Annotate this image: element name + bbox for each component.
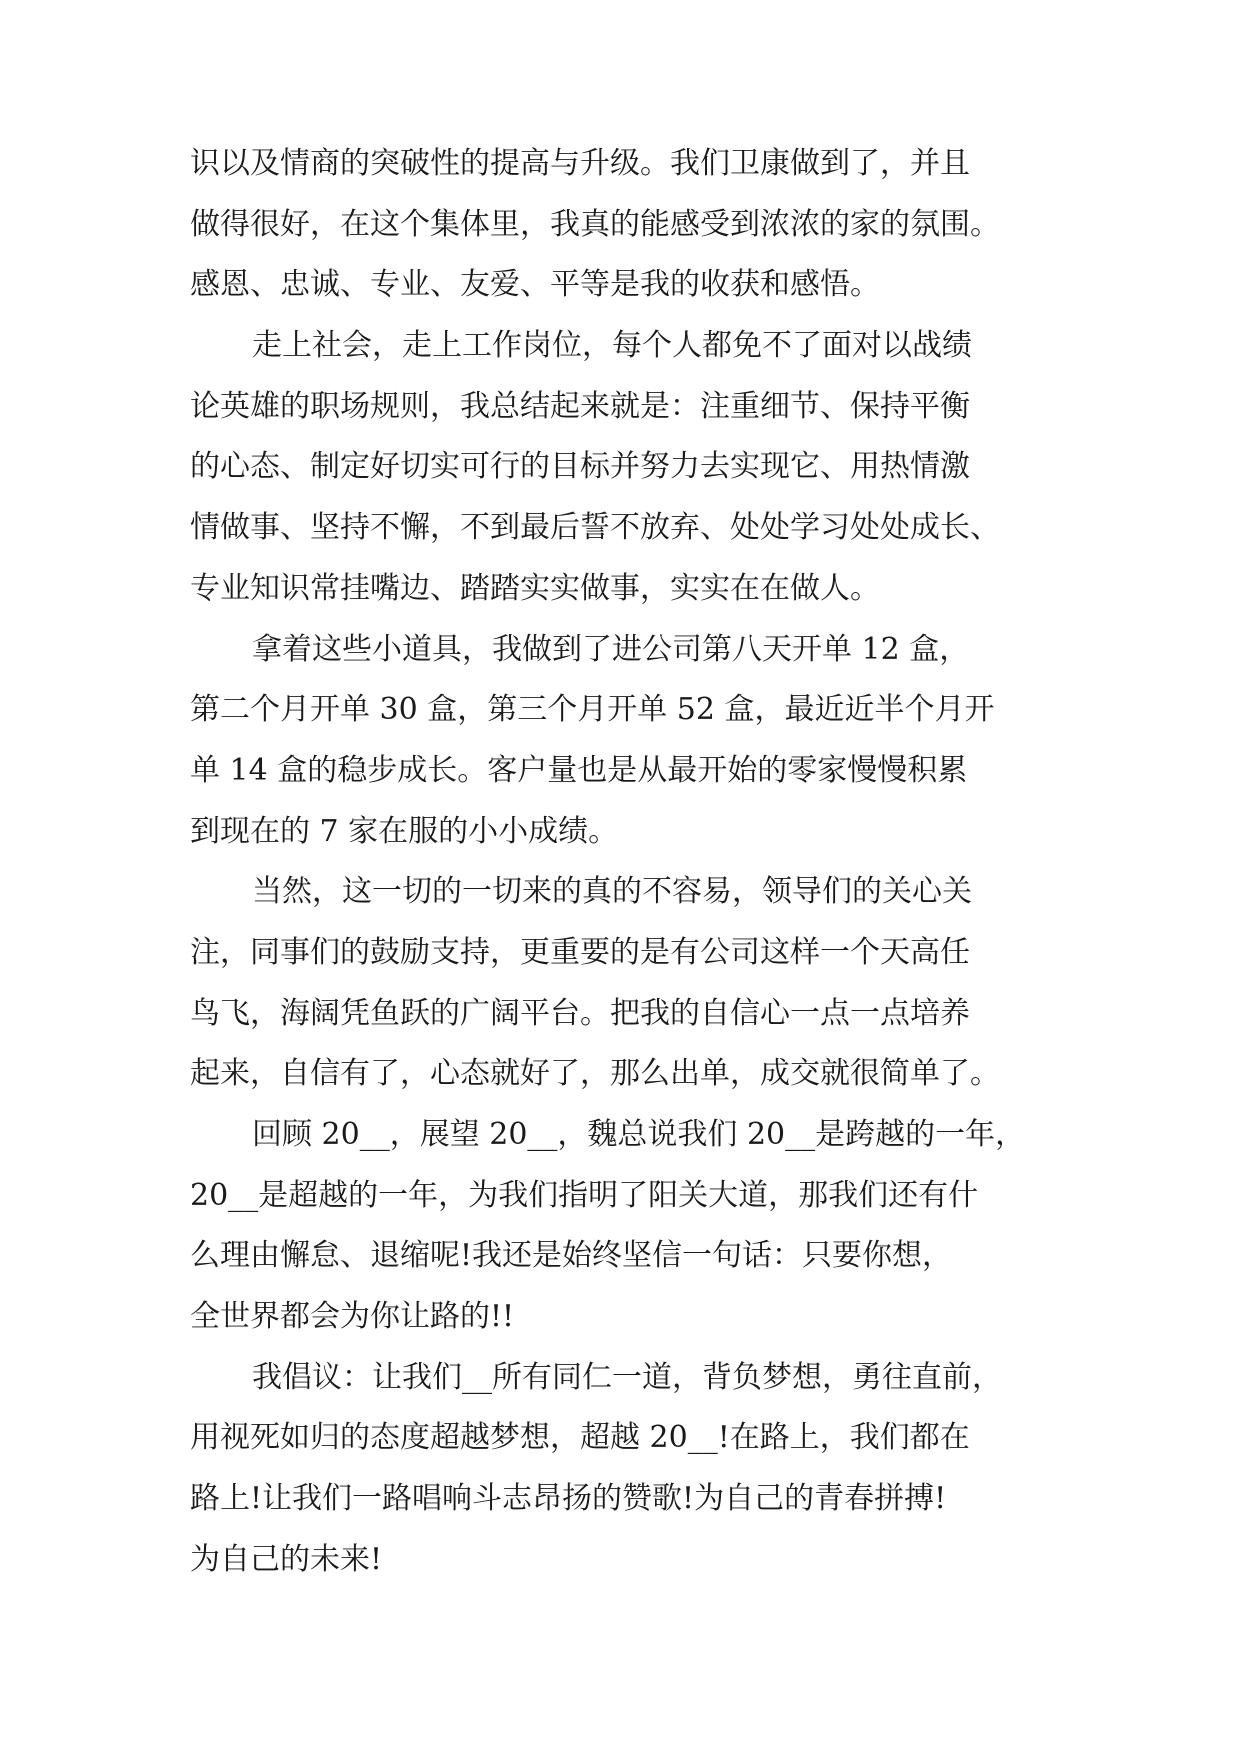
text-line: 识以及情商的突破性的提高与升级。我们卫康做到了，并且 (190, 146, 970, 181)
text-line: 到现在的 7 家在服的小小成绩。 (190, 813, 619, 849)
paragraph-first-line: 我倡议：让我们__所有同仁一道，背负梦想，勇往直前， (252, 1359, 1002, 1395)
text-line: 用视死如归的态度超越梦想，超越 20__!在路上，我们都在 (190, 1420, 970, 1456)
text-line: 感恩、忠诚、专业、友爱、平等是我的收获和感悟。 (190, 267, 880, 303)
document-body (190, 134, 1080, 1591)
text-line: 的心态、制定好切实可行的目标并努力去实现它、用热情激 (190, 449, 970, 485)
text-line: 单 14 盒的稳步成长。客户量也是从最开始的零家慢慢积累 (190, 752, 968, 788)
text-line: 做得很好，在这个集体里，我真的能感受到浓浓的家的氛围。 (190, 206, 1000, 242)
paragraph-first-line: 回顾 20__，展望 20__，魏总说我们 20__是跨越的一年， (252, 1117, 1026, 1152)
text-line: 么理由懈怠、退缩呢!我还是始终坚信一句话：只要你想， (190, 1238, 953, 1274)
text-line: 鸟飞，海阔凭鱼跃的广阔平台。把我的自信心一点一点培养 (190, 995, 970, 1031)
text-line: 路上!让我们一路唱响斗志昂扬的赞歌!为自己的青春拼搏! (190, 1481, 947, 1517)
text-line: 论英雄的职场规则，我总结起来就是：注重细节、保持平衡 (190, 388, 970, 424)
text-line: 20__是超越的一年，为我们指明了阳关大道，那我们还有什 (190, 1177, 979, 1213)
text-line: 情做事、坚持不懈，不到最后誓不放弃、处处学习处处成长、 (190, 510, 1000, 546)
text-line: 全世界都会为你让路的!! (190, 1299, 515, 1335)
text-line: 第二个月开单 30 盒，第三个月开单 52 盒，最近近半个月开 (190, 692, 995, 728)
text-line: 起来，自信有了，心态就好了，那么出单，成交就很简单了。 (190, 1056, 1000, 1092)
paragraph-first-line: 拿着这些小道具，我做到了进公司第八天开单 12 盒， (252, 631, 970, 667)
paragraph-first-line: 当然，这一切的一切来的真的不容易，领导们的关心关 (252, 874, 972, 910)
text-line: 专业知识常挂嘴边、踏踏实实做事，实实在在做人。 (190, 570, 880, 606)
text-line: 为自己的未来! (190, 1541, 383, 1577)
text-line: 注，同事们的鼓励支持，更重要的是有公司这样一个天高任 (190, 934, 970, 970)
paragraph-first-line: 走上社会，走上工作岗位，每个人都免不了面对以战绩 (252, 328, 972, 364)
